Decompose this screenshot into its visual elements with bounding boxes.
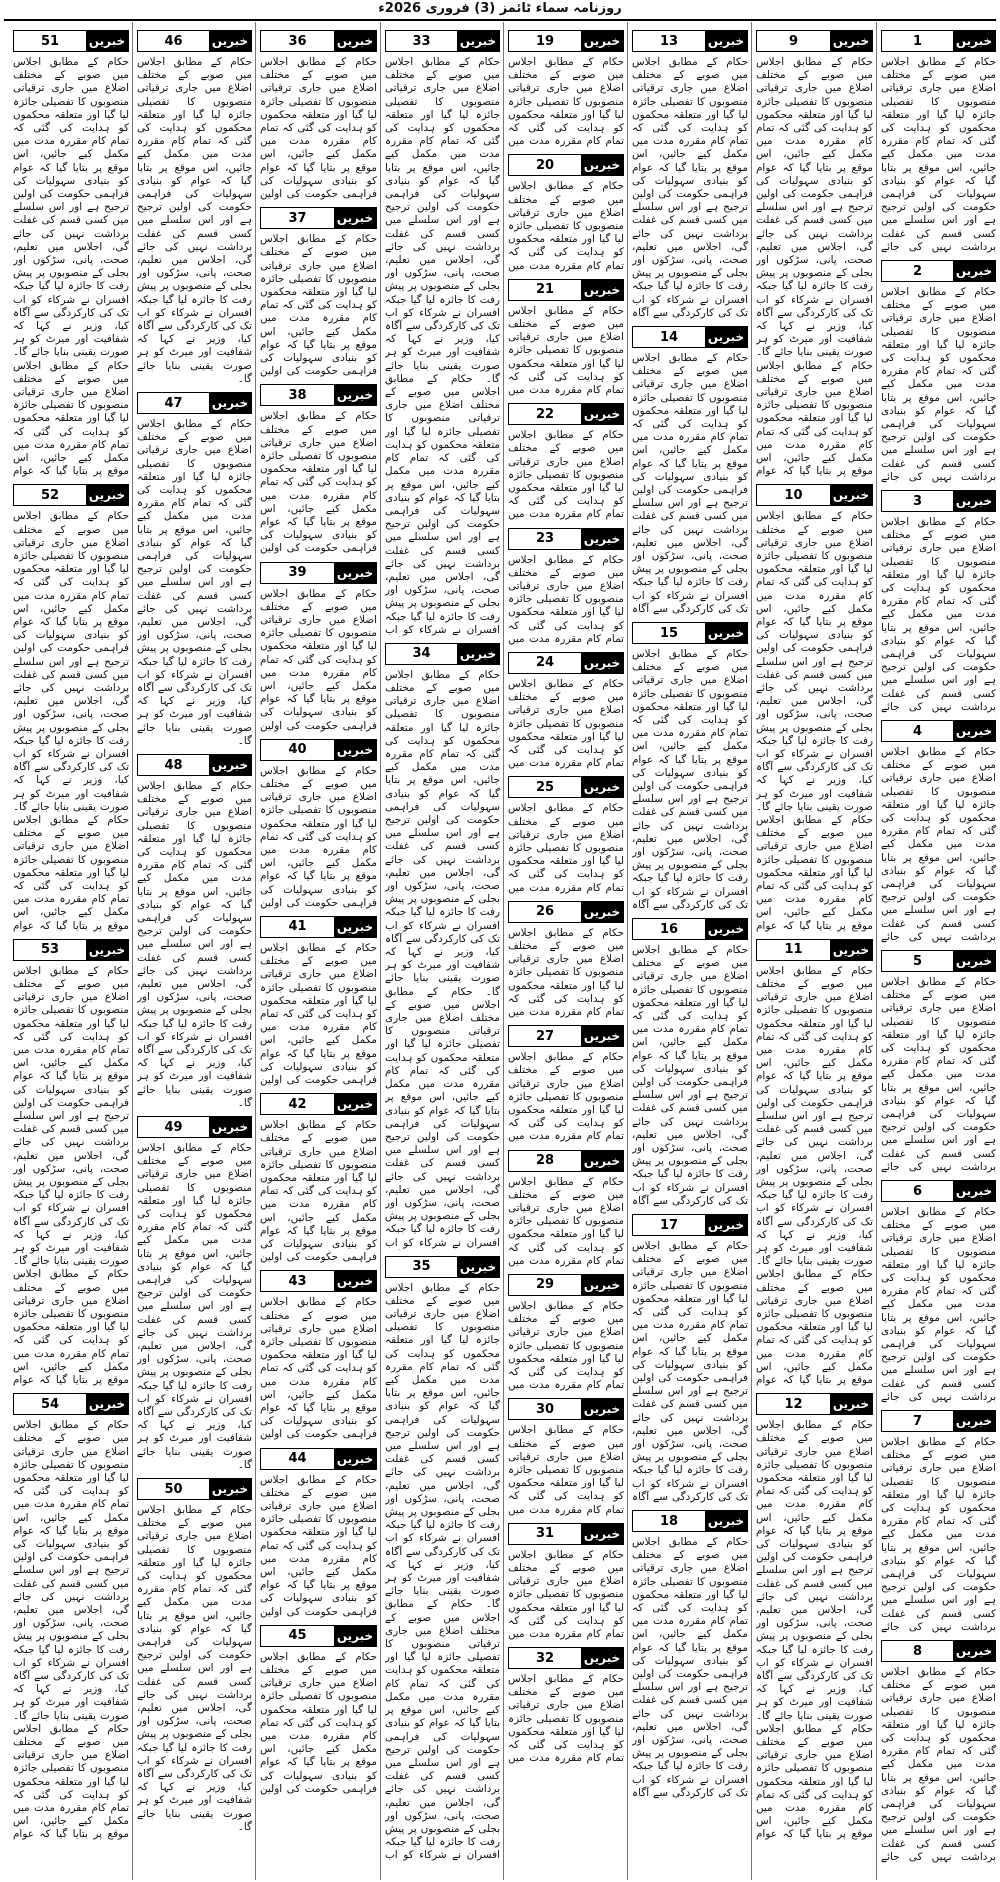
news-item [508, 652, 624, 770]
item-label: خبریں [830, 31, 872, 51]
item-label: خبریں [457, 1257, 499, 1277]
item-number: 33 [386, 31, 457, 51]
item-number-badge [756, 484, 873, 506]
item-number-badge [13, 484, 129, 506]
news-item [508, 1274, 624, 1392]
news-item [632, 622, 748, 912]
item-text: حکام کے مطابق اجلاس میں صوبے کے مختلف اضلاع میں جاری ترقیاتی منصوبوں کا تفصیلی جائزہ لیا گیا اور متعلقہ محکموں کو ہدایت کی گئی کہ تمام کام مقررہ مدت میں [508, 926, 624, 1018]
news-item [508, 528, 624, 646]
item-text: حکام کے مطابق اجلاس میں صوبے کے مختلف اضلاع میں جاری ترقیاتی منصوبوں کا تفصیلی جائزہ لیا گیا اور متعلقہ محکموں کو ہدایت کی گئی کہ تمام کام مقررہ مدت میں مکمل کیے جائیں، اس موقع پر بتایا گیا کہ عوام کو بنیادی سہولیات کی فراہمی حکومت کی اولین ترجیح ہے اور اس سلسلے میں کسی قسم کی غفلت برداشت نہیں کی جائے گی، اجلاس میں تعلیم، صحت، پانی، سڑکوں اور بجلی کے منصوبوں پر پیش رفت کا جائزہ لیا گیا جبکہ افسران نے شرکاء کو اب تک کی کارکردگی سے آگاہ [632, 1536, 748, 1799]
item-number-badge [508, 1523, 624, 1545]
news-item [881, 490, 996, 714]
news-item [881, 1640, 996, 1864]
news-item [137, 392, 252, 748]
item-text: حکام کے مطابق اجلاس میں صوبے کے مختلف اضلاع میں جاری ترقیاتی منصوبوں کا تفصیلی جائزہ لیا گیا اور متعلقہ محکموں کو ہدایت کی گئی کہ تمام کام مقررہ مدت میں مکمل کیے جائیں، اس موقع پر بتایا گیا کہ عوام کو بنیادی سہولیات کی فراہمی حکومت کی اولین ترجیح ہے اور اس سلسلے میں کسی قسم کی غفلت برداشت نہیں کی جائے گی، اجلاس میں تعلیم، صحت، پانی، سڑکوں اور بجلی کے منصوبوں پر پیش رفت کا جائزہ لیا گیا جبکہ افسران نے شرکاء کو اب تک کی کارکردگی سے آگاہ کیا، وزیر نے کہا کہ شفافیت اور میرٹ کو ہر صورت یقینی بنایا جائے گا۔ حکام کے مطابق اجلاس میں صوبے کے مختلف اضلاع میں جاری ترقیاتی منصوبوں کا تفصیلی جائزہ لیا گیا اور متعلقہ محکموں کو ہدایت کی گئی کہ تمام کام مقررہ مدت میں مکمل کیے جائیں، اس موقع پر بتایا گیا کہ عوام [13, 1419, 129, 1841]
news-item [508, 1025, 624, 1143]
news-page [0, 22, 1000, 1882]
item-number-badge [632, 1510, 748, 1532]
item-label: خبریں [334, 1626, 376, 1646]
item-number: 10 [757, 485, 830, 505]
item-text: حکام کے مطابق اجلاس میں صوبے کے مختلف اضلاع میں جاری ترقیاتی منصوبوں کا تفصیلی جائزہ لیا گیا اور متعلقہ محکموں کو ہدایت کی گئی کہ تمام کام مقررہ مدت میں مکمل کیے جائیں، اس موقع پر بتایا گیا کہ عوام کو بنیادی سہولیات کی فراہمی حکومت کی اولین ترجیح ہے اور اس سلسلے میں کسی قسم کی غفلت برداشت نہیں کی جائے گی، اجلاس میں تعلیم، صحت، پانی، سڑکوں اور بجلی کے منصوبوں پر پیش رفت کا جائزہ لیا گیا جبکہ افسران نے شرکاء کو اب تک کی کارکردگی سے آگاہ کیا، وزیر نے کہا کہ شفافیت اور میرٹ کو ہر صورت یقینی بنایا جائے گا۔ حکام کے مطابق اجلاس میں صوبے کے مختلف اضلاع میں جاری ترقیاتی منصوبوں کا تفصیلی جائزہ لیا گیا اور متعلقہ محکموں کو ہدایت کی گئی کہ تمام کام مقررہ مدت میں مکمل کیے جائیں، اس موقع پر بتایا گیا کہ عوام [13, 56, 129, 478]
news-item [632, 1214, 748, 1504]
item-number: 54 [14, 1394, 86, 1414]
item-number-badge [260, 916, 377, 938]
item-text: حکام کے مطابق اجلاس میں صوبے کے مختلف اضلاع میں جاری ترقیاتی منصوبوں کا تفصیلی جائزہ لیا گیا اور متعلقہ محکموں کو ہدایت کی گئی کہ تمام کام مقررہ مدت میں [508, 677, 624, 770]
item-label: خبریں [334, 31, 376, 51]
item-number: 8 [882, 1641, 953, 1661]
item-label: خبریں [705, 623, 747, 643]
item-number-badge [881, 260, 996, 282]
newspaper-title: روزنامہ سماء ٹائمز (3) فروری 2026ء [378, 1, 622, 16]
item-number-badge [137, 1116, 252, 1138]
item-label: خبریں [86, 1394, 128, 1414]
news-item [260, 207, 377, 378]
item-number-badge [13, 939, 129, 961]
item-label: خبریں [334, 563, 376, 583]
news-item [385, 1256, 500, 1863]
item-number-badge [508, 403, 624, 425]
news-item [508, 403, 624, 521]
item-text: حکام کے مطابق اجلاس میں صوبے کے مختلف اضلاع میں جاری ترقیاتی منصوبوں کا تفصیلی جائزہ لیا گیا اور متعلقہ محکموں کو ہدایت کی گئی کہ تمام کام مقررہ مدت میں مکمل کیے جائیں، اس موقع پر بتایا گیا کہ عوام کو بنیادی سہولیات کی فراہمی حکومت کی اولین [260, 941, 377, 1086]
item-text: حکام کے مطابق اجلاس میں صوبے کے مختلف اضلاع میں جاری ترقیاتی منصوبوں کا تفصیلی جائزہ لیا گیا اور متعلقہ محکموں کو ہدایت کی گئی کہ تمام کام مقررہ مدت میں مکمل کیے جائیں، اس موقع پر بتایا گیا کہ عوام کو بنیادی سہولیات کی فراہمی حکومت کی اولین ترجیح ہے اور اس سلسلے میں کسی قسم کی غفلت برداشت نہیں کی جائے گی، اجلاس میں تعلیم، صحت، پانی، سڑکوں اور بجلی کے منصوبوں پر پیش رفت کا جائزہ لیا گیا جبکہ افسران نے شرکاء کو اب تک کی کارکردگی سے آگاہ کیا، وزیر نے کہا کہ شفافیت اور میرٹ کو ہر صورت یقینی بنایا جائے گا۔ حکام کے مطابق اجلاس میں صوبے کے مختلف اضلاع میں جاری ترقیاتی منصوبوں کا تفصیلی جائزہ لیا گیا اور متعلقہ محکموں کو ہدایت کی گئی کہ تمام کام مقررہ مدت میں مکمل کیے جائیں، اس موقع پر بتایا گیا کہ عوام کو بنیادی سہولیات کی فراہمی حکومت کی اولین ترجیح ہے اور اس سلسلے میں کسی قسم کی غفلت برداشت نہیں کی جائے گی، اجلاس میں تعلیم، صحت، پانی، سڑکوں اور بجلی کے منصوبوں پر پیش رفت کا جائزہ لیا گیا جبکہ افسران نے شرکاء کو اب [385, 668, 500, 1249]
item-number: 44 [261, 1449, 334, 1469]
item-text: حکام کے مطابق اجلاس میں صوبے کے مختلف اضلاع میں جاری ترقیاتی منصوبوں کا تفصیلی جائزہ لیا گیا اور متعلقہ محکموں کو ہدایت کی گئی کہ تمام کام مقررہ مدت میں [508, 1299, 624, 1392]
item-label: خبریں [581, 404, 623, 424]
news-item [881, 30, 996, 254]
item-label: خبریں [334, 917, 376, 937]
item-number: 5 [882, 951, 953, 971]
item-label: خبریں [86, 940, 128, 960]
item-number-badge [632, 622, 748, 644]
item-label: خبریں [334, 385, 376, 405]
item-number-badge [260, 1448, 377, 1470]
news-item [13, 1393, 129, 1841]
item-number-badge [508, 1398, 624, 1420]
item-label: خبریں [581, 1399, 623, 1419]
news-item [13, 30, 129, 478]
item-text: حکام کے مطابق اجلاس میں صوبے کے مختلف اضلاع میں جاری ترقیاتی منصوبوں کا تفصیلی جائزہ لیا گیا اور متعلقہ محکموں کو ہدایت کی گئی کہ تمام کام مقررہ مدت میں مکمل کیے جائیں، اس موقع پر بتایا گیا کہ عوام کو بنیادی سہولیات کی فراہمی حکومت کی اولین ترجیح ہے اور اس سلسلے میں کسی قسم کی غفلت برداشت نہیں کی جائے گی، اجلاس میں تعلیم، صحت، پانی، سڑکوں اور بجلی کے منصوبوں پر پیش رفت کا جائزہ لیا گیا جبکہ افسران نے شرکاء کو اب تک کی کارکردگی سے آگاہ [632, 944, 748, 1207]
item-number: 21 [509, 280, 581, 300]
news-item [260, 1625, 377, 1796]
item-number: 28 [509, 1151, 581, 1171]
item-number: 16 [633, 919, 705, 939]
item-number: 25 [509, 777, 581, 797]
news-item [385, 30, 500, 637]
item-text: حکام کے مطابق اجلاس میں صوبے کے مختلف اضلاع میں جاری ترقیاتی منصوبوں کا تفصیلی جائزہ لیا گیا اور متعلقہ محکموں کو ہدایت کی گئی کہ تمام کام مقررہ مدت میں مکمل کیے جائیں، اس موقع پر بتایا گیا کہ عوام کو بنیادی سہولیات کی فراہمی حکومت کی اولین ترجیح ہے اور اس سلسلے میں کسی قسم کی غفلت برداشت نہیں کی جائے گی، اجلاس میں تعلیم، صحت، پانی، سڑکوں اور بجلی کے منصوبوں پر پیش رفت کا جائزہ لیا گیا جبکہ افسران نے شرکاء کو اب تک کی کارکردگی سے آگاہ کیا، وزیر نے کہا کہ شفافیت اور میرٹ کو ہر صورت یقینی بنایا جائے گا۔ حکام کے مطابق اجلاس میں صوبے کے مختلف اضلاع میں جاری ترقیاتی منصوبوں کا تفصیلی جائزہ لیا گیا اور متعلقہ محکموں کو ہدایت کی گئی کہ تمام کام مقررہ مدت میں مکمل کیے جائیں، اس موقع پر بتایا گیا کہ عوام [13, 964, 129, 1387]
item-text: حکام کے مطابق اجلاس میں صوبے کے مختلف اضلاع میں جاری ترقیاتی منصوبوں کا تفصیلی جائزہ لیا گیا اور متعلقہ محکموں کو ہدایت کی گئی کہ تمام کام مقررہ مدت میں [508, 1424, 624, 1516]
item-text: حکام کے مطابق اجلاس میں صوبے کے مختلف اضلاع میں جاری ترقیاتی منصوبوں کا تفصیلی جائزہ لیا گیا اور متعلقہ محکموں کو ہدایت کی گئی کہ تمام کام مقررہ مدت میں مکمل کیے جائیں، اس موقع پر بتایا گیا کہ عوام کو بنیادی سہولیات کی فراہمی حکومت کی اولین ترجیح ہے اور اس سلسلے میں کسی قسم کی غفلت برداشت نہیں کی جائے گی، اجلاس میں تعلیم، صحت، پانی، سڑکوں اور بجلی کے منصوبوں پر پیش رفت کا جائزہ لیا گیا جبکہ افسران نے شرکاء کو اب تک کی کارکردگی سے آگاہ کیا، وزیر نے کہا کہ شفافیت اور میرٹ کو ہر صورت یقینی بنایا جائے گا۔ حکام کے مطابق اجلاس میں صوبے کے مختلف اضلاع میں جاری ترقیاتی منصوبوں کا تفصیلی جائزہ لیا گیا اور متعلقہ محکموں کو ہدایت کی گئی کہ تمام کام مقررہ مدت میں مکمل کیے جائیں، اس موقع پر بتایا گیا کہ عوام کو بنیادی سہولیات کی فراہمی حکومت کی اولین ترجیح ہے اور اس سلسلے میں کسی قسم کی غفلت برداشت نہیں کی جائے گی، اجلاس میں تعلیم، صحت، پانی، سڑکوں اور بجلی کے منصوبوں پر پیش رفت کا جائزہ لیا گیا جبکہ افسران نے شرکاء کو اب [385, 1281, 500, 1862]
news-item [632, 30, 748, 320]
item-number-badge [137, 1478, 252, 1500]
item-number: 29 [509, 1275, 581, 1295]
item-number-badge [260, 562, 377, 584]
news-item [260, 1448, 377, 1619]
item-text: حکام کے مطابق اجلاس میں صوبے کے مختلف اضلاع میں جاری ترقیاتی منصوبوں کا تفصیلی جائزہ لیا گیا اور متعلقہ محکموں کو ہدایت کی گئی کہ تمام کام مقررہ مدت میں مکمل کیے جائیں، اس موقع پر بتایا گیا کہ عوام کو بنیادی سہولیات کی فراہمی حکومت کی اولین [260, 1650, 377, 1795]
news-item [13, 484, 129, 932]
item-number: 52 [14, 485, 86, 505]
item-number-badge [260, 384, 377, 406]
item-label: خبریں [953, 1181, 995, 1201]
item-text: حکام کے مطابق اجلاس میں صوبے کے مختلف اضلاع میں جاری ترقیاتی منصوبوں کا تفصیلی جائزہ لیا گیا اور متعلقہ محکموں کو ہدایت کی گئی کہ تمام کام مقررہ مدت میں مکمل کیے جائیں، اس موقع پر بتایا گیا کہ عوام کو بنیادی سہولیات کی فراہمی حکومت کی اولین ترجیح ہے اور اس سلسلے میں کسی قسم کی غفلت برداشت نہیں کی جائے گی، اجلاس میں تعلیم، صحت، پانی، سڑکوں اور بجلی کے منصوبوں پر پیش رفت کا جائزہ لیا گیا جبکہ افسران نے شرکاء کو اب تک کی کارکردگی سے آگاہ کیا، وزیر نے کہا کہ شفافیت اور میرٹ کو ہر صورت یقینی بنایا جائے گا۔ [137, 418, 252, 747]
item-text: حکام کے مطابق اجلاس میں صوبے کے مختلف اضلاع میں جاری ترقیاتی منصوبوں کا تفصیلی جائزہ لیا گیا اور متعلقہ محکموں کو ہدایت کی گئی کہ تمام کام مقررہ مدت میں مکمل کیے جائیں، اس موقع پر بتایا گیا کہ عوام کو بنیادی سہولیات کی فراہمی حکومت کی اولین ترجیح ہے اور اس سلسلے میں کسی قسم کی غفلت برداشت نہیں کی جائے گی، اجلاس میں تعلیم، صحت، پانی، سڑکوں اور بجلی کے منصوبوں پر پیش رفت کا جائزہ لیا گیا جبکہ افسران نے شرکاء کو اب تک کی کارکردگی سے آگاہ کیا، وزیر نے کہا کہ شفافیت اور میرٹ کو ہر صورت یقینی بنایا جائے گا۔ [137, 1142, 252, 1471]
item-label: خبریں [334, 740, 376, 760]
item-label: خبریں [581, 653, 623, 673]
item-text: حکام کے مطابق اجلاس میں صوبے کے مختلف اضلاع میں جاری ترقیاتی منصوبوں کا تفصیلی جائزہ لیا گیا اور متعلقہ محکموں کو ہدایت کی گئی کہ تمام کام مقررہ مدت میں مکمل کیے جائیں، اس موقع پر بتایا گیا کہ عوام کو بنیادی سہولیات کی فراہمی حکومت کی اولین ترجیح ہے اور اس سلسلے میں کسی قسم کی غفلت برداشت نہیں کی جائے گی، اجلاس میں تعلیم، صحت، پانی، سڑکوں اور بجلی کے منصوبوں پر پیش رفت کا جائزہ لیا گیا جبکہ افسران نے شرکاء کو اب تک کی کارکردگی سے آگاہ کیا، وزیر نے کہا کہ شفافیت اور میرٹ کو ہر صورت یقینی بنایا جائے گا۔ حکام کے مطابق اجلاس میں صوبے کے مختلف اضلاع میں جاری ترقیاتی منصوبوں کا تفصیلی جائزہ لیا گیا اور متعلقہ محکموں کو ہدایت کی گئی کہ تمام کام مقررہ مدت میں مکمل کیے جائیں، اس موقع پر بتایا گیا کہ عوام [756, 56, 873, 478]
item-number: 17 [633, 1215, 705, 1235]
news-item [137, 30, 252, 386]
item-text: حکام کے مطابق اجلاس میں صوبے کے مختلف اضلاع میں جاری ترقیاتی منصوبوں کا تفصیلی جائزہ لیا گیا اور متعلقہ محکموں کو ہدایت کی گئی کہ تمام کام مقررہ مدت میں مکمل کیے جائیں، اس موقع پر بتایا گیا کہ عوام کو بنیادی سہولیات کی فراہمی حکومت کی اولین [260, 764, 377, 909]
item-number-badge [508, 1025, 624, 1047]
item-text: حکام کے مطابق اجلاس میں صوبے کے مختلف اضلاع میں جاری ترقیاتی منصوبوں کا تفصیلی جائزہ لیا گیا اور متعلقہ محکموں کو ہدایت کی گئی کہ تمام کام مقررہ مدت میں مکمل کیے جائیں، اس موقع پر بتایا گیا کہ عوام کو بنیادی سہولیات کی فراہمی حکومت کی اولین [260, 233, 377, 378]
item-label: خبریں [830, 940, 872, 960]
news-item [756, 484, 873, 932]
item-label: خبریں [581, 902, 623, 922]
item-label: خبریں [581, 1524, 623, 1544]
item-text: حکام کے مطابق اجلاس میں صوبے کے مختلف اضلاع میں جاری ترقیاتی منصوبوں کا تفصیلی جائزہ لیا گیا اور متعلقہ محکموں کو ہدایت کی گئی کہ تمام کام مقررہ مدت میں مکمل کیے جائیں، اس موقع پر بتایا گیا کہ عوام کو بنیادی سہولیات کی فراہمی حکومت کی اولین ترجیح ہے اور اس سلسلے میں کسی قسم کی غفلت برداشت نہیں کی جائے [881, 1206, 996, 1403]
item-label: خبریں [705, 31, 747, 51]
item-label: خبریں [209, 755, 251, 775]
item-label: خبریں [705, 327, 747, 347]
item-number-badge [508, 528, 624, 550]
item-text: حکام کے مطابق اجلاس میں صوبے کے مختلف اضلاع میں جاری ترقیاتی منصوبوں کا تفصیلی جائزہ لیا گیا اور متعلقہ محکموں کو ہدایت کی گئی کہ تمام کام مقررہ مدت میں مکمل کیے جائیں، اس موقع پر بتایا گیا کہ عوام کو بنیادی سہولیات کی فراہمی حکومت کی اولین [260, 1473, 377, 1618]
item-number-badge [881, 490, 996, 512]
item-number: 15 [633, 623, 705, 643]
item-label: خبریں [581, 1026, 623, 1046]
item-number-badge [260, 739, 377, 761]
item-number-badge [508, 154, 624, 176]
item-number-badge [260, 207, 377, 229]
item-text: حکام کے مطابق اجلاس میں صوبے کے مختلف اضلاع میں جاری ترقیاتی منصوبوں کا تفصیلی جائزہ لیا گیا اور متعلقہ محکموں کو ہدایت کی گئی کہ تمام کام مقررہ مدت میں [508, 1673, 624, 1765]
item-label: خبریں [953, 1411, 995, 1431]
item-text: حکام کے مطابق اجلاس میں صوبے کے مختلف اضلاع میں جاری ترقیاتی منصوبوں کا تفصیلی جائزہ لیا گیا اور متعلقہ محکموں کو ہدایت کی گئی کہ تمام کام مقررہ مدت میں مکمل کیے جائیں، اس موقع پر بتایا گیا کہ عوام کو بنیادی سہولیات کی فراہمی حکومت کی اولین ترجیح ہے اور اس سلسلے میں کسی قسم کی غفلت برداشت نہیں کی جائے گی، اجلاس میں تعلیم، صحت، پانی، سڑکوں اور بجلی کے منصوبوں پر پیش رفت کا جائزہ لیا گیا جبکہ افسران نے شرکاء کو اب تک کی کارکردگی سے آگاہ [632, 352, 748, 615]
item-label: خبریں [953, 31, 995, 51]
item-number-badge [881, 720, 996, 742]
item-number-badge [385, 1256, 500, 1278]
header-rule [4, 19, 996, 21]
item-number-badge [260, 1093, 377, 1115]
item-label: خبریں [705, 1215, 747, 1235]
item-label: خبریں [209, 1479, 251, 1499]
item-text: حکام کے مطابق اجلاس میں صوبے کے مختلف اضلاع میں جاری ترقیاتی منصوبوں کا تفصیلی جائزہ لیا گیا اور متعلقہ محکموں کو ہدایت کی گئی کہ تمام کام مقررہ مدت میں [508, 429, 624, 521]
item-number: 9 [757, 31, 830, 51]
news-item [508, 30, 624, 148]
news-item [260, 1093, 377, 1264]
item-text: حکام کے مطابق اجلاس میں صوبے کے مختلف اضلاع میں جاری ترقیاتی منصوبوں کا تفصیلی جائزہ لیا گیا اور متعلقہ محکموں کو ہدایت کی گئی کہ تمام کام مقررہ مدت میں [508, 180, 624, 272]
item-number: 37 [261, 208, 334, 228]
item-number-badge [508, 901, 624, 923]
item-number-badge [881, 30, 996, 52]
item-number: 22 [509, 404, 581, 424]
item-text: حکام کے مطابق اجلاس میں صوبے کے مختلف اضلاع میں جاری ترقیاتی منصوبوں کا تفصیلی جائزہ لیا گیا اور متعلقہ محکموں کو ہدایت کی گئی کہ تمام کام مقررہ مدت میں مکمل کیے جائیں، اس موقع پر بتایا گیا کہ عوام کو بنیادی سہولیات کی فراہمی حکومت کی اولین ترجیح ہے اور اس سلسلے میں کسی قسم کی غفلت برداشت نہیں کی جائے گی، اجلاس میں تعلیم، صحت، پانی، سڑکوں اور بجلی کے منصوبوں پر پیش رفت کا جائزہ لیا گیا جبکہ افسران نے شرکاء کو اب تک کی کارکردگی سے آگاہ [632, 56, 748, 319]
news-column [133, 22, 256, 1880]
item-number-badge [13, 1393, 129, 1415]
item-number: 27 [509, 1026, 581, 1046]
news-item [260, 30, 377, 201]
news-item [260, 384, 377, 555]
item-text: حکام کے مطابق اجلاس میں صوبے کے مختلف اضلاع میں جاری ترقیاتی منصوبوں کا تفصیلی جائزہ لیا گیا اور متعلقہ محکموں کو ہدایت کی گئی کہ تمام کام مقررہ مدت میں [508, 304, 624, 396]
news-item [881, 1410, 996, 1634]
item-number-badge [632, 1214, 748, 1236]
item-label: خبریں [86, 31, 128, 51]
news-column [628, 22, 752, 1880]
item-number-badge [260, 30, 377, 52]
item-text: حکام کے مطابق اجلاس میں صوبے کے مختلف اضلاع میں جاری ترقیاتی منصوبوں کا تفصیلی جائزہ لیا گیا اور متعلقہ محکموں کو ہدایت کی گئی کہ تمام کام مقررہ مدت میں [508, 802, 624, 894]
news-item [508, 901, 624, 1019]
item-number: 35 [386, 1257, 457, 1277]
item-number-badge [508, 1647, 624, 1669]
item-label: خبریں [334, 1449, 376, 1469]
item-text: حکام کے مطابق اجلاس میں صوبے کے مختلف اضلاع میں جاری ترقیاتی منصوبوں کا تفصیلی جائزہ لیا گیا اور متعلقہ محکموں کو ہدایت کی گئی کہ تمام کام مقررہ مدت میں مکمل کیے جائیں، اس موقع پر بتایا گیا کہ عوام کو بنیادی سہولیات کی فراہمی حکومت کی اولین [260, 1296, 377, 1441]
item-text: حکام کے مطابق اجلاس میں صوبے کے مختلف اضلاع میں جاری ترقیاتی منصوبوں کا تفصیلی جائزہ لیا گیا اور متعلقہ محکموں کو ہدایت کی گئی کہ تمام کام مقررہ مدت میں مکمل کیے جائیں، اس موقع پر بتایا گیا کہ عوام کو بنیادی سہولیات کی فراہمی حکومت کی اولین ترجیح ہے اور اس سلسلے میں کسی قسم کی غفلت برداشت نہیں کی جائے گی، اجلاس میں تعلیم، صحت، پانی، سڑکوں اور بجلی کے منصوبوں پر پیش رفت کا جائزہ لیا گیا جبکہ افسران نے شرکاء کو اب تک کی کارکردگی سے آگاہ [632, 648, 748, 911]
news-item [632, 918, 748, 1208]
item-label: خبریں [953, 491, 995, 511]
item-label: خبریں [581, 1648, 623, 1668]
item-number-badge [881, 950, 996, 972]
item-number-badge [508, 279, 624, 301]
news-item [881, 1180, 996, 1404]
item-number-badge [632, 918, 748, 940]
news-item [508, 1398, 624, 1516]
item-text: حکام کے مطابق اجلاس میں صوبے کے مختلف اضلاع میں جاری ترقیاتی منصوبوں کا تفصیلی جائزہ لیا گیا اور متعلقہ محکموں کو ہدایت کی گئی کہ تمام کام مقررہ مدت میں مکمل کیے جائیں، اس موقع پر بتایا گیا کہ عوام کو بنیادی سہولیات کی فراہمی حکومت کی اولین ترجیح ہے اور اس سلسلے میں کسی قسم کی غفلت برداشت نہیں کی جائے [881, 516, 996, 713]
item-number: 48 [138, 755, 209, 775]
item-text: حکام کے مطابق اجلاس میں صوبے کے مختلف اضلاع میں جاری ترقیاتی منصوبوں کا تفصیلی جائزہ لیا گیا اور متعلقہ محکموں کو ہدایت کی گئی کہ تمام کام مقررہ مدت میں مکمل کیے جائیں، اس موقع پر بتایا گیا کہ عوام کو بنیادی سہولیات کی فراہمی حکومت کی اولین ترجیح ہے اور اس سلسلے میں کسی قسم کی غفلت برداشت نہیں کی جائے گی، اجلاس میں تعلیم، صحت، پانی، سڑکوں اور بجلی کے منصوبوں پر پیش رفت کا جائزہ لیا گیا جبکہ افسران نے شرکاء کو اب تک کی کارکردگی سے آگاہ کیا، وزیر نے کہا کہ شفافیت اور میرٹ کو ہر صورت یقینی بنایا جائے گا۔ حکام کے مطابق اجلاس میں صوبے کے مختلف اضلاع میں جاری ترقیاتی منصوبوں کا تفصیلی جائزہ لیا گیا اور متعلقہ محکموں کو ہدایت کی گئی کہ تمام کام مقررہ مدت میں مکمل کیے جائیں، اس موقع پر بتایا گیا کہ عوام [756, 964, 873, 1387]
news-item [508, 776, 624, 894]
item-label: خبریں [705, 919, 747, 939]
item-label: خبریں [334, 1271, 376, 1291]
item-number-badge [508, 652, 624, 674]
item-number: 53 [14, 940, 86, 960]
news-item [137, 754, 252, 1110]
item-number: 24 [509, 653, 581, 673]
item-number: 50 [138, 1479, 209, 1499]
item-label: خبریں [953, 721, 995, 741]
news-item [508, 1150, 624, 1268]
news-item [881, 950, 996, 1174]
item-number-badge [13, 30, 129, 52]
item-number-badge [756, 1393, 873, 1415]
item-number-badge [756, 939, 873, 961]
item-text: حکام کے مطابق اجلاس میں صوبے کے مختلف اضلاع میں جاری ترقیاتی منصوبوں کا تفصیلی جائزہ لیا گیا اور متعلقہ محکموں کو ہدایت کی گئی کہ تمام کام مقررہ مدت میں [508, 553, 624, 645]
item-number: 46 [138, 31, 209, 51]
item-number: 40 [261, 740, 334, 760]
item-label: خبریں [581, 529, 623, 549]
news-item [260, 562, 377, 733]
item-number: 41 [261, 917, 334, 937]
item-text: حکام کے مطابق اجلاس میں صوبے کے مختلف اضلاع میں جاری ترقیاتی منصوبوں کا تفصیلی جائزہ لیا گیا اور متعلقہ محکموں کو ہدایت کی گئی کہ تمام کام مقررہ مدت میں مکمل کیے جائیں، اس موقع پر بتایا گیا کہ عوام کو بنیادی سہولیات کی فراہمی حکومت کی اولین ترجیح ہے اور اس سلسلے میں کسی قسم کی غفلت برداشت نہیں کی جائے گی، اجلاس میں تعلیم، صحت، پانی، سڑکوں اور بجلی کے منصوبوں پر پیش رفت کا جائزہ لیا گیا جبکہ افسران نے شرکاء کو اب تک کی کارکردگی سے آگاہ کیا، وزیر نے کہا کہ شفافیت اور میرٹ کو ہر صورت یقینی بنایا جائے گا۔ حکام کے مطابق اجلاس میں صوبے کے مختلف اضلاع میں جاری ترقیاتی منصوبوں کا تفصیلی جائزہ لیا گیا اور متعلقہ محکموں کو ہدایت کی گئی کہ تمام کام مقررہ مدت میں مکمل کیے جائیں، اس موقع پر بتایا گیا کہ عوام کو بنیادی سہولیات کی فراہمی حکومت کی اولین ترجیح ہے اور اس سلسلے میں کسی قسم کی غفلت برداشت نہیں کی جائے گی، اجلاس میں تعلیم، صحت، پانی، سڑکوں اور بجلی کے منصوبوں پر پیش رفت کا جائزہ لیا گیا جبکہ افسران نے شرکاء کو اب [385, 56, 500, 636]
news-column [9, 22, 133, 1880]
item-label: خبریں [705, 1511, 747, 1531]
item-number-badge [881, 1410, 996, 1432]
item-label: خبریں [334, 1094, 376, 1114]
item-number-badge [756, 30, 873, 52]
item-text: حکام کے مطابق اجلاس میں صوبے کے مختلف اضلاع میں جاری ترقیاتی منصوبوں کا تفصیلی جائزہ لیا گیا اور متعلقہ محکموں کو ہدایت کی گئی کہ تمام کام مقررہ مدت میں مکمل کیے جائیں، اس موقع پر بتایا گیا کہ عوام کو بنیادی سہولیات کی فراہمی حکومت کی اولین ترجیح ہے اور اس سلسلے میں کسی قسم کی غفلت برداشت نہیں کی جائے [881, 1666, 996, 1863]
news-item [632, 1510, 748, 1800]
item-number: 1 [882, 31, 953, 51]
item-number-badge [137, 30, 252, 52]
item-label: خبریں [86, 485, 128, 505]
item-number-badge [260, 1625, 377, 1647]
news-column [381, 22, 504, 1880]
item-number: 14 [633, 327, 705, 347]
item-number: 6 [882, 1181, 953, 1201]
news-column [877, 22, 1000, 1880]
item-text: حکام کے مطابق اجلاس میں صوبے کے مختلف اضلاع میں جاری ترقیاتی منصوبوں کا تفصیلی جائزہ لیا گیا اور متعلقہ محکموں کو ہدایت کی گئی کہ تمام کام مقررہ مدت میں مکمل کیے جائیں، اس موقع پر بتایا گیا کہ عوام کو بنیادی سہولیات کی فراہمی حکومت کی اولین ترجیح ہے اور اس سلسلے میں کسی قسم کی غفلت برداشت نہیں کی جائے گی، اجلاس میں تعلیم، صحت، پانی، سڑکوں اور بجلی کے منصوبوں پر پیش رفت کا جائزہ لیا گیا جبکہ افسران نے شرکاء کو اب تک کی کارکردگی سے آگاہ کیا، وزیر نے کہا کہ شفافیت اور میرٹ کو ہر صورت یقینی بنایا جائے گا۔ [137, 780, 252, 1109]
item-number: 11 [757, 940, 830, 960]
item-number: 43 [261, 1271, 334, 1291]
item-number-badge [508, 776, 624, 798]
news-item [508, 154, 624, 272]
item-number: 31 [509, 1524, 581, 1544]
item-number: 23 [509, 529, 581, 549]
page-header [0, 0, 1000, 18]
item-text: حکام کے مطابق اجلاس میں صوبے کے مختلف اضلاع میں جاری ترقیاتی منصوبوں کا تفصیلی جائزہ لیا گیا اور متعلقہ محکموں کو ہدایت کی گئی کہ تمام کام مقررہ مدت میں مکمل کیے جائیں، اس موقع پر بتایا گیا کہ عوام کو بنیادی سہولیات کی فراہمی حکومت کی اولین ترجیح ہے اور اس سلسلے میں کسی قسم کی غفلت برداشت نہیں کی جائے گی، اجلاس میں تعلیم، صحت، پانی، سڑکوں اور بجلی کے منصوبوں پر پیش رفت کا جائزہ لیا گیا جبکہ افسران نے شرکاء کو اب تک کی کارکردگی سے آگاہ کیا، وزیر نے کہا کہ شفافیت اور میرٹ کو ہر صورت یقینی بنایا جائے گا۔ حکام کے مطابق اجلاس میں صوبے کے مختلف اضلاع میں جاری ترقیاتی منصوبوں کا تفصیلی جائزہ لیا گیا اور متعلقہ محکموں کو ہدایت کی گئی کہ تمام کام مقررہ مدت میں مکمل کیے جائیں، اس موقع پر بتایا گیا کہ عوام [13, 510, 129, 932]
item-number-badge [881, 1180, 996, 1202]
news-column [752, 22, 877, 1880]
item-number-badge [632, 326, 748, 348]
item-text: حکام کے مطابق اجلاس میں صوبے کے مختلف اضلاع میں جاری ترقیاتی منصوبوں کا تفصیلی جائزہ لیا گیا اور متعلقہ محکموں کو ہدایت کی گئی کہ تمام کام مقررہ مدت میں مکمل کیے جائیں، اس موقع پر بتایا گیا کہ عوام کو بنیادی سہولیات کی فراہمی حکومت کی اولین ترجیح ہے اور اس سلسلے میں کسی قسم کی غفلت برداشت نہیں کی جائے گی، اجلاس میں تعلیم، صحت، پانی، سڑکوں اور بجلی کے منصوبوں پر پیش رفت کا جائزہ لیا گیا جبکہ افسران نے شرکاء کو اب تک کی کارکردگی سے آگاہ کیا، وزیر نے کہا کہ شفافیت اور میرٹ کو ہر صورت یقینی بنایا جائے گا۔ حکام کے مطابق اجلاس میں صوبے کے مختلف اضلاع میں جاری ترقیاتی منصوبوں کا تفصیلی جائزہ لیا گیا اور متعلقہ محکموں کو ہدایت کی گئی کہ تمام کام مقررہ مدت میں مکمل کیے جائیں، اس موقع پر بتایا گیا کہ عوام [756, 1419, 873, 1841]
item-label: خبریں [830, 485, 872, 505]
item-text: حکام کے مطابق اجلاس میں صوبے کے مختلف اضلاع میں جاری ترقیاتی منصوبوں کا تفصیلی جائزہ لیا گیا اور متعلقہ محکموں کو ہدایت کی گئی کہ تمام کام مقررہ مدت میں مکمل کیے جائیں، اس موقع پر بتایا گیا کہ عوام کو بنیادی سہولیات کی فراہمی حکومت کی اولین [260, 410, 377, 555]
item-label: خبریں [953, 261, 995, 281]
news-item [385, 643, 500, 1250]
item-text: حکام کے مطابق اجلاس میں صوبے کے مختلف اضلاع میں جاری ترقیاتی منصوبوں کا تفصیلی جائزہ لیا گیا اور متعلقہ محکموں کو ہدایت کی گئی کہ تمام کام مقررہ مدت میں [508, 1051, 624, 1143]
item-text: حکام کے مطابق اجلاس میں صوبے کے مختلف اضلاع میں جاری ترقیاتی منصوبوں کا تفصیلی جائزہ لیا گیا اور متعلقہ محکموں کو ہدایت کی گئی کہ تمام کام مقررہ مدت میں مکمل کیے جائیں، اس موقع پر بتایا گیا کہ عوام کو بنیادی سہولیات کی فراہمی حکومت کی اولین ترجیح ہے اور اس سلسلے میں کسی قسم کی غفلت برداشت نہیں کی جائے [881, 286, 996, 483]
item-label: خبریں [581, 1151, 623, 1171]
item-number-badge [508, 1274, 624, 1296]
news-item [260, 916, 377, 1087]
news-item [881, 260, 996, 484]
item-label: خبریں [953, 1641, 995, 1661]
item-label: خبریں [953, 951, 995, 971]
item-text: حکام کے مطابق اجلاس میں صوبے کے مختلف اضلاع میں جاری ترقیاتی منصوبوں کا تفصیلی جائزہ لیا گیا اور متعلقہ محکموں کو ہدایت کی گئی کہ تمام کام مقررہ مدت میں مکمل کیے جائیں، اس موقع پر بتایا گیا کہ عوام کو بنیادی سہولیات کی فراہمی حکومت کی اولین ترجیح ہے اور اس سلسلے میں کسی قسم کی غفلت برداشت نہیں کی جائے [881, 56, 996, 253]
news-item [508, 279, 624, 397]
item-text: حکام کے مطابق اجلاس میں صوبے کے مختلف اضلاع میں جاری ترقیاتی منصوبوں کا تفصیلی جائزہ لیا گیا اور متعلقہ محکموں کو ہدایت کی گئی کہ تمام کام مقررہ مدت میں مکمل کیے جائیں، اس موقع پر بتایا گیا کہ عوام کو بنیادی سہولیات کی فراہمی حکومت کی اولین ترجیح ہے اور اس سلسلے میں کسی قسم کی غفلت برداشت نہیں کی جائے [881, 746, 996, 943]
news-item [756, 30, 873, 478]
item-number: 42 [261, 1094, 334, 1114]
news-item [508, 1647, 624, 1765]
news-item [13, 939, 129, 1387]
news-item [756, 1393, 873, 1841]
item-label: خبریں [581, 31, 623, 51]
item-text: حکام کے مطابق اجلاس میں صوبے کے مختلف اضلاع میں جاری ترقیاتی منصوبوں کا تفصیلی جائزہ لیا گیا اور متعلقہ محکموں کو ہدایت کی گئی کہ تمام کام مقررہ مدت میں مکمل کیے جائیں، اس موقع پر بتایا گیا کہ عوام کو بنیادی سہولیات کی فراہمی حکومت کی اولین [260, 56, 377, 201]
item-text: حکام کے مطابق اجلاس میں صوبے کے مختلف اضلاع میں جاری ترقیاتی منصوبوں کا تفصیلی جائزہ لیا گیا اور متعلقہ محکموں کو ہدایت کی گئی کہ تمام کام مقررہ مدت میں مکمل کیے جائیں، اس موقع پر بتایا گیا کہ عوام کو بنیادی سہولیات کی فراہمی حکومت کی اولین [260, 587, 377, 732]
item-number: 39 [261, 563, 334, 583]
item-text: حکام کے مطابق اجلاس میں صوبے کے مختلف اضلاع میں جاری ترقیاتی منصوبوں کا تفصیلی جائزہ لیا گیا اور متعلقہ محکموں کو ہدایت کی گئی کہ تمام کام مقررہ مدت میں مکمل کیے جائیں، اس موقع پر بتایا گیا کہ عوام کو بنیادی سہولیات کی فراہمی حکومت کی اولین [260, 1119, 377, 1264]
news-item [756, 939, 873, 1387]
item-number: 47 [138, 393, 209, 413]
item-label: خبریں [209, 393, 251, 413]
news-item [137, 1116, 252, 1472]
news-item [260, 739, 377, 910]
item-number-badge [137, 392, 252, 414]
item-number: 19 [509, 31, 581, 51]
item-number: 12 [757, 1394, 830, 1414]
item-number-badge [508, 1150, 624, 1172]
item-label: خبریں [209, 31, 251, 51]
news-item [508, 1523, 624, 1641]
item-number-badge [385, 30, 500, 52]
item-number: 7 [882, 1411, 953, 1431]
item-number-badge [508, 30, 624, 52]
item-label: خبریں [581, 1275, 623, 1295]
item-label: خبریں [830, 1394, 872, 1414]
item-text: حکام کے مطابق اجلاس میں صوبے کے مختلف اضلاع میں جاری ترقیاتی منصوبوں کا تفصیلی جائزہ لیا گیا اور متعلقہ محکموں کو ہدایت کی گئی کہ تمام کام مقررہ مدت میں مکمل کیے جائیں، اس موقع پر بتایا گیا کہ عوام کو بنیادی سہولیات کی فراہمی حکومت کی اولین ترجیح ہے اور اس سلسلے میں کسی قسم کی غفلت برداشت نہیں کی جائے [881, 976, 996, 1173]
item-number: 32 [509, 1648, 581, 1668]
item-number: 4 [882, 721, 953, 741]
item-number: 26 [509, 902, 581, 922]
news-item [881, 720, 996, 944]
item-number: 51 [14, 31, 86, 51]
item-number: 3 [882, 491, 953, 511]
item-number: 36 [261, 31, 334, 51]
item-text: حکام کے مطابق اجلاس میں صوبے کے مختلف اضلاع میں جاری ترقیاتی منصوبوں کا تفصیلی جائزہ لیا گیا اور متعلقہ محکموں کو ہدایت کی گئی کہ تمام کام مقررہ مدت میں مکمل کیے جائیں، اس موقع پر بتایا گیا کہ عوام کو بنیادی سہولیات کی فراہمی حکومت کی اولین ترجیح ہے اور اس سلسلے میں کسی قسم کی غفلت برداشت نہیں کی جائے گی، اجلاس میں تعلیم، صحت، پانی، سڑکوں اور بجلی کے منصوبوں پر پیش رفت کا جائزہ لیا گیا جبکہ افسران نے شرکاء کو اب تک کی کارکردگی سے آگاہ کیا، وزیر نے کہا کہ شفافیت اور میرٹ کو ہر صورت یقینی بنایا جائے گا۔ [137, 1504, 252, 1833]
item-label: خبریں [457, 644, 499, 664]
item-number-badge [137, 754, 252, 776]
item-number: 49 [138, 1117, 209, 1137]
item-number: 38 [261, 385, 334, 405]
item-label: خبریں [209, 1117, 251, 1137]
news-item [137, 1478, 252, 1834]
item-label: خبریں [581, 155, 623, 175]
item-number: 2 [882, 261, 953, 281]
item-number-badge [632, 30, 748, 52]
item-number: 45 [261, 1626, 334, 1646]
item-text: حکام کے مطابق اجلاس میں صوبے کے مختلف اضلاع میں جاری ترقیاتی منصوبوں کا تفصیلی جائزہ لیا گیا اور متعلقہ محکموں کو ہدایت کی گئی کہ تمام کام مقررہ مدت میں [508, 1175, 624, 1267]
item-text: حکام کے مطابق اجلاس میں صوبے کے مختلف اضلاع میں جاری ترقیاتی منصوبوں کا تفصیلی جائزہ لیا گیا اور متعلقہ محکموں کو ہدایت کی گئی کہ تمام کام مقررہ مدت میں مکمل کیے جائیں، اس موقع پر بتایا گیا کہ عوام کو بنیادی سہولیات کی فراہمی حکومت کی اولین ترجیح ہے اور اس سلسلے میں کسی قسم کی غفلت برداشت نہیں کی جائے گی، اجلاس میں تعلیم، صحت، پانی، سڑکوں اور بجلی کے منصوبوں پر پیش رفت کا جائزہ لیا گیا جبکہ افسران نے شرکاء کو اب تک کی کارکردگی سے آگاہ [632, 1240, 748, 1503]
news-item [260, 1270, 377, 1441]
item-text: حکام کے مطابق اجلاس میں صوبے کے مختلف اضلاع میں جاری ترقیاتی منصوبوں کا تفصیلی جائزہ لیا گیا اور متعلقہ محکموں کو ہدایت کی گئی کہ تمام کام مقررہ مدت میں مکمل کیے جائیں، اس موقع پر بتایا گیا کہ عوام کو بنیادی سہولیات کی فراہمی حکومت کی اولین ترجیح ہے اور اس سلسلے میں کسی قسم کی غفلت برداشت نہیں کی جائے گی، اجلاس میں تعلیم، صحت، پانی، سڑکوں اور بجلی کے منصوبوں پر پیش رفت کا جائزہ لیا گیا جبکہ افسران نے شرکاء کو اب تک کی کارکردگی سے آگاہ کیا، وزیر نے کہا کہ شفافیت اور میرٹ کو ہر صورت یقینی بنایا جائے گا۔ حکام کے مطابق اجلاس میں صوبے کے مختلف اضلاع میں جاری ترقیاتی منصوبوں کا تفصیلی جائزہ لیا گیا اور متعلقہ محکموں کو ہدایت کی گئی کہ تمام کام مقررہ مدت میں مکمل کیے جائیں، اس موقع پر بتایا گیا کہ عوام [756, 510, 873, 932]
item-label: خبریں [334, 208, 376, 228]
item-number-badge [385, 643, 500, 665]
item-text: حکام کے مطابق اجلاس میں صوبے کے مختلف اضلاع میں جاری ترقیاتی منصوبوں کا تفصیلی جائزہ لیا گیا اور متعلقہ محکموں کو ہدایت کی گئی کہ تمام کام مقررہ مدت میں [508, 56, 624, 148]
item-label: خبریں [581, 777, 623, 797]
item-text: حکام کے مطابق اجلاس میں صوبے کے مختلف اضلاع میں جاری ترقیاتی منصوبوں کا تفصیلی جائزہ لیا گیا اور متعلقہ محکموں کو ہدایت کی گئی کہ تمام کام مقررہ مدت میں مکمل کیے جائیں، اس موقع پر بتایا گیا کہ عوام کو بنیادی سہولیات کی فراہمی حکومت کی اولین ترجیح ہے اور اس سلسلے میں کسی قسم کی غفلت برداشت نہیں کی جائے گی، اجلاس میں تعلیم، صحت، پانی، سڑکوں اور بجلی کے منصوبوں پر پیش رفت کا جائزہ لیا گیا جبکہ افسران نے شرکاء کو اب تک کی کارکردگی سے آگاہ کیا، وزیر نے کہا کہ شفافیت اور میرٹ کو ہر صورت یقینی بنایا جائے گا۔ [137, 56, 252, 385]
item-number: 18 [633, 1511, 705, 1531]
item-label: خبریں [581, 280, 623, 300]
item-number: 34 [386, 644, 457, 664]
item-number: 13 [633, 31, 705, 51]
item-number-badge [881, 1640, 996, 1662]
news-item [632, 326, 748, 616]
item-number-badge [260, 1270, 377, 1292]
item-text: حکام کے مطابق اجلاس میں صوبے کے مختلف اضلاع میں جاری ترقیاتی منصوبوں کا تفصیلی جائزہ لیا گیا اور متعلقہ محکموں کو ہدایت کی گئی کہ تمام کام مقررہ مدت میں [508, 1548, 624, 1640]
item-number: 20 [509, 155, 581, 175]
news-column [256, 22, 381, 1880]
news-column [504, 22, 628, 1880]
item-label: خبریں [457, 31, 499, 51]
item-number: 30 [509, 1399, 581, 1419]
item-text: حکام کے مطابق اجلاس میں صوبے کے مختلف اضلاع میں جاری ترقیاتی منصوبوں کا تفصیلی جائزہ لیا گیا اور متعلقہ محکموں کو ہدایت کی گئی کہ تمام کام مقررہ مدت میں مکمل کیے جائیں، اس موقع پر بتایا گیا کہ عوام کو بنیادی سہولیات کی فراہمی حکومت کی اولین ترجیح ہے اور اس سلسلے میں کسی قسم کی غفلت برداشت نہیں کی جائے [881, 1436, 996, 1633]
